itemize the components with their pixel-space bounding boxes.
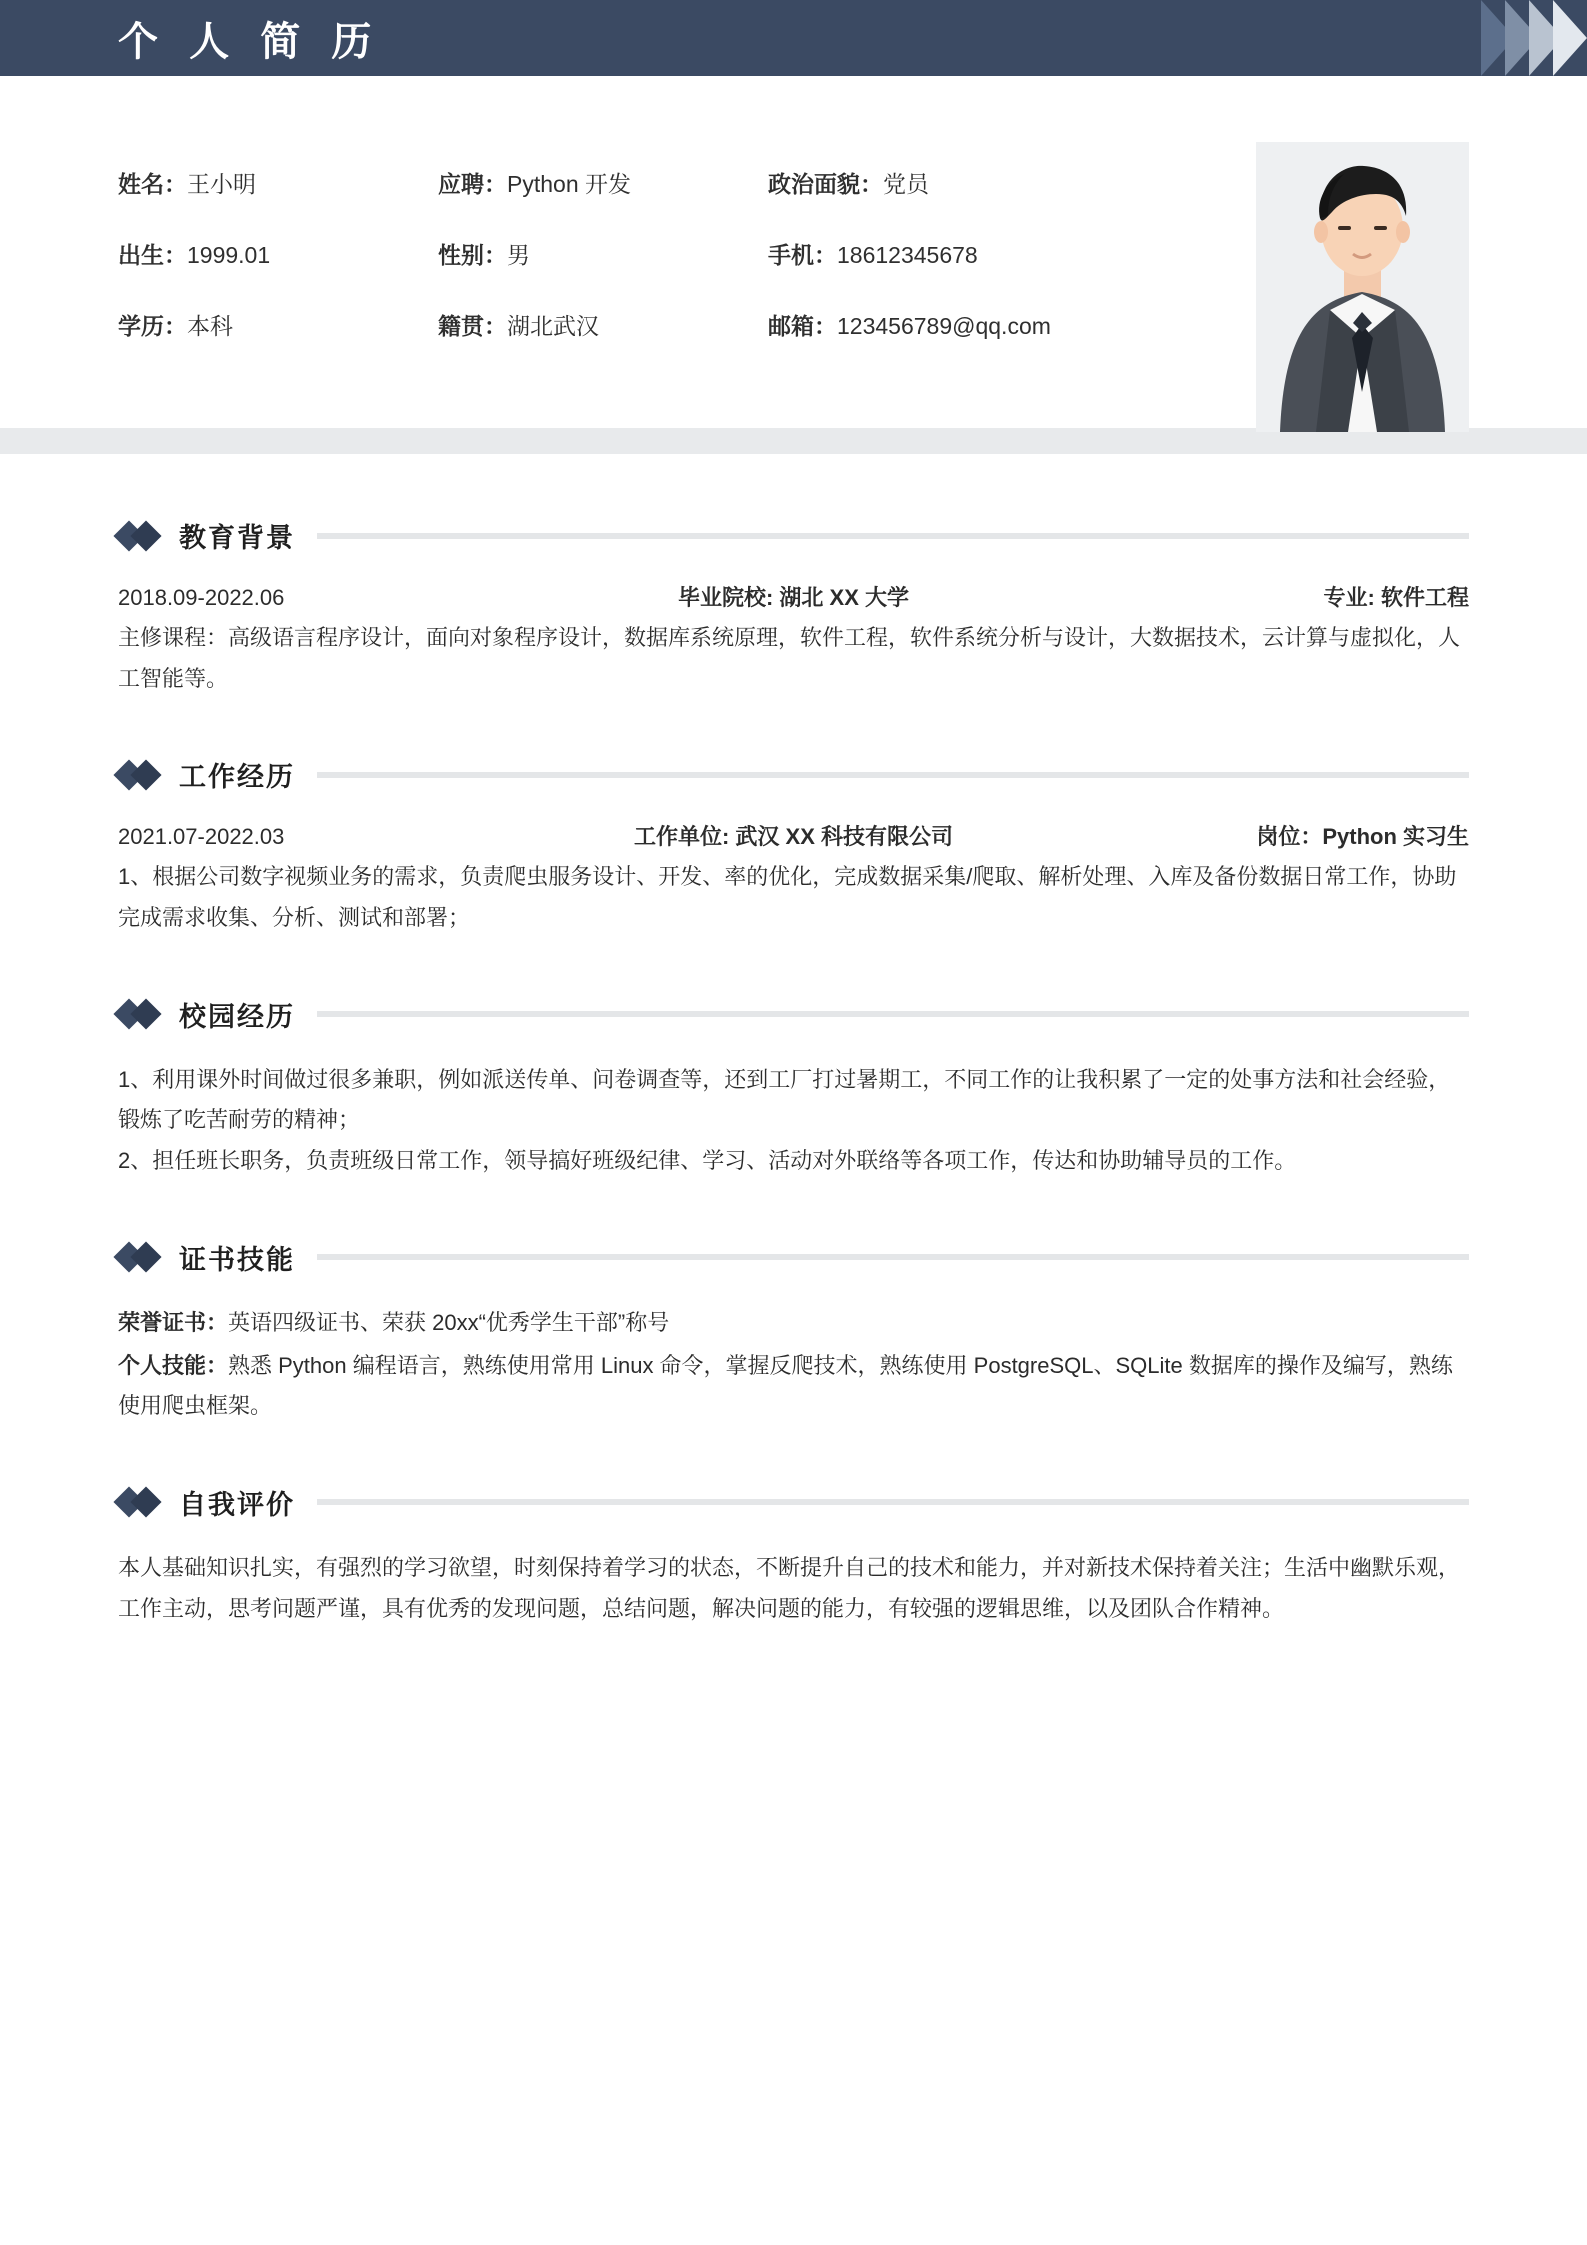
skill-value: 熟悉 Python 编程语言，熟练使用常用 Linux 命令，掌握反爬技术，熟练使用 PostgreSQL、SQLite 数据库的操作及编写，熟练使用爬虫框架。 [118, 1352, 1453, 1419]
section-rule [317, 1254, 1469, 1260]
certificate-value: 英语四级证书、荣获 20xx“优秀学生干部”称号 [228, 1309, 670, 1335]
campus-item: 1、利用课外时间做过很多兼职，例如派送传单、问卷调查等，还到工厂打过暑期工，不同工作的让我积累了一定的处事方法和社会经验，锻炼了吃苦耐劳的精神； [118, 1066, 1451, 1133]
info-field-birth [118, 237, 438, 270]
info-value: 本科 [187, 313, 233, 339]
work-description: 1、根据公司数字视频业务的需求，负责爬虫服务设计、开发、率的优化，完成数据采集/爬取、解析处理、入库及备份数据日常工作，协助完成需求收集、分析、测试和部署； [118, 864, 1457, 931]
section-header [118, 516, 1469, 555]
info-label: 邮箱： [768, 313, 837, 339]
info-field-hometown [438, 308, 768, 341]
section-certificates-skills [118, 1238, 1469, 1427]
section-header [118, 755, 1469, 794]
info-value: 1999.01 [187, 242, 271, 268]
info-label: 学历： [118, 313, 187, 339]
section-title: 教育背景 [179, 523, 295, 553]
education-school: 毕业院校: 湖北 XX 大学 [677, 585, 909, 610]
section-rule [317, 1011, 1469, 1017]
basic-info-block [0, 76, 1587, 428]
section-work-experience [118, 755, 1469, 938]
diamond-bullet-icon [118, 1003, 157, 1025]
portrait-illustration [1256, 142, 1469, 432]
section-rule [317, 772, 1469, 778]
skill-label: 个人技能： [118, 1352, 229, 1378]
section-header [118, 1483, 1469, 1522]
info-value: 党员 [883, 171, 929, 197]
certificate-line [118, 1303, 1469, 1344]
section-title: 自我评价 [179, 1489, 295, 1520]
section-rule [317, 533, 1469, 539]
chevron-decoration [1481, 0, 1587, 76]
section-header [118, 995, 1469, 1034]
page-header [0, 0, 1587, 76]
education-major: 专业: 软件工程 [1323, 585, 1469, 610]
info-value: 男 [507, 242, 530, 268]
info-label: 出生： [118, 242, 187, 268]
info-value: 123456789@qq.com [837, 313, 1051, 339]
section-campus-experience [118, 995, 1469, 1182]
self-evaluation-text: 本人基础知识扎实，有强烈的学习欲望，时刻保持着学习的状态，不断提升自己的技术和能力，并对新技术保持着关注；生活中幽默乐观，工作主动，思考问题严谨，具有优秀的发现问题，总结问题，解决问题的能力，有较强的逻辑思维，以及团队合作精神。 [118, 1554, 1461, 1621]
education-date: 2018.09-2022.06 [118, 585, 285, 610]
work-company: 工作单位: 武汉 XX 科技有限公司 [633, 824, 953, 850]
certificate-label: 荣誉证书： [118, 1309, 229, 1335]
info-label: 应聘： [438, 171, 507, 197]
section-self-evaluation [118, 1483, 1469, 1629]
section-header [118, 1238, 1469, 1277]
chevron-right-icon [1553, 0, 1587, 76]
info-field-gender [438, 237, 768, 270]
info-value: 王小明 [187, 171, 256, 197]
info-label: 手机： [768, 242, 837, 268]
info-field-political-status [768, 166, 1168, 199]
section-title: 工作经历 [179, 762, 295, 793]
diamond-bullet-icon [118, 1246, 157, 1268]
info-field-applied-position [438, 166, 768, 199]
section-education [118, 516, 1469, 699]
info-field-name [118, 166, 438, 199]
info-field-phone [768, 237, 1168, 270]
resume-body [0, 516, 1587, 1629]
diamond-bullet-icon [118, 764, 157, 786]
diamond-bullet-icon [118, 525, 157, 547]
avatar [1256, 142, 1469, 432]
section-title: 证书技能 [179, 1244, 295, 1275]
work-date: 2021.07-2022.03 [118, 824, 285, 850]
info-value: Python 开发 [507, 171, 631, 197]
section-title: 校园经历 [179, 1001, 295, 1032]
info-label: 政治面貌： [768, 171, 883, 197]
education-courses: 主修课程：高级语言程序设计，面向对象程序设计，数据库系统原理，软件工程，软件系统分析与设计，大数据技术，云计算与虚拟化，人工智能等。 [118, 625, 1461, 691]
skill-line [118, 1346, 1469, 1427]
info-field-education-level [118, 308, 438, 341]
info-label: 籍贯： [438, 313, 507, 339]
education-row [118, 581, 1469, 612]
info-value: 18612345678 [837, 242, 978, 268]
info-label: 性别： [438, 242, 507, 268]
diamond-bullet-icon [118, 1491, 157, 1513]
info-value: 湖北武汉 [507, 313, 599, 339]
work-row [118, 820, 1469, 851]
work-position: 岗位：Python 实习生 [1256, 824, 1469, 850]
page-title: 个 人 简 历 [118, 19, 382, 64]
info-field-email [768, 308, 1168, 341]
section-rule [317, 1499, 1469, 1505]
info-label: 姓名： [118, 171, 187, 197]
campus-item: 2、担任班长职务，负责班级日常工作，领导搞好班级纪律、学习、活动对外联络等各项工作，传达和协助辅导员的工作。 [118, 1148, 1297, 1174]
